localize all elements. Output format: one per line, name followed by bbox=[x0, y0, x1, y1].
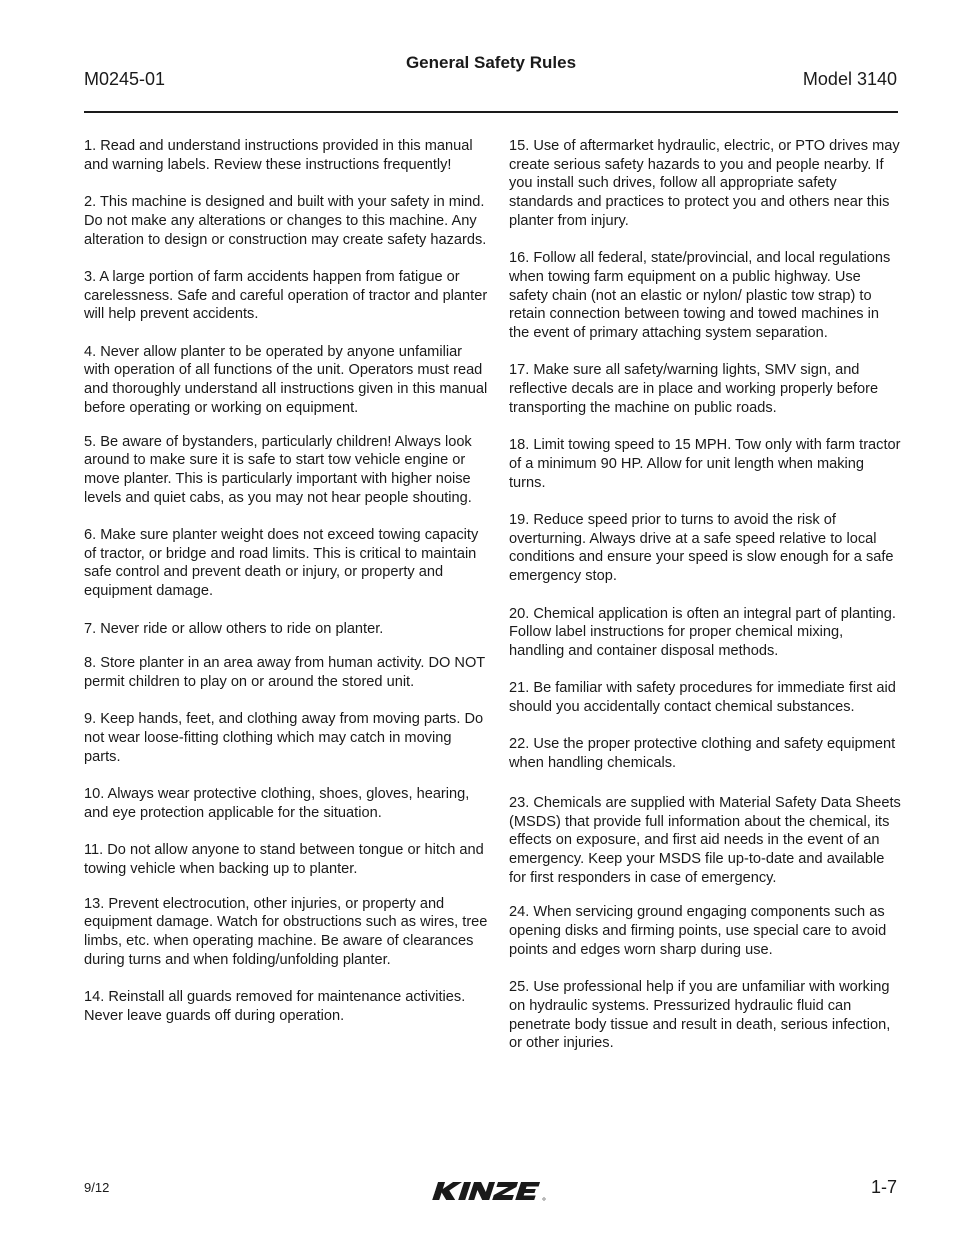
rule-item: 16. Follow all federal, state/provincial, and local regulations when towing farm equipment on a public highway. Use safety chain (not an elastic or nylon/ plastic tow strap) to retain connection between towing and towed machines in the event of primary attaching system separation. bbox=[509, 250, 891, 342]
rule-item: 2. This machine is designed and built with your safety in mind. Do not make any alterations or changes to this machine. Any alteration to design or construction may create safety hazards. bbox=[84, 194, 487, 248]
rule-item: 6. Make sure planter weight does not exceed towing capacity of tractor, or bridge and road limits. This is critical to maintain safe control and prevent death or injury, or property and equipment damage. bbox=[84, 527, 479, 600]
rule-item: 21. Be familiar with safety procedures for immediate first aid should you accidentally contact chemical substances. bbox=[509, 680, 896, 715]
model-label: Model 3140 bbox=[802, 69, 897, 89]
rule-item: 15. Use of aftermarket hydraulic, electric, or PTO drives may create serious safety hazards to you and people nearby. If you install such drives, follow all appropriate safety standards and practices to protect you and others near this planter from injury. bbox=[509, 138, 900, 229]
kinze-logo bbox=[430, 1176, 550, 1206]
rule-item: 5. Be aware of bystanders, particularly children! Always look around to make sure it is safe to start tow vehicle engine or move planter. This is particularly important with higher noise levels and quiet cabs, as you may not hear people shouting. bbox=[84, 433, 472, 506]
rule-item: 19. Reduce speed prior to turns to avoid the risk of overturning. Always drive at a safe speed relative to local conditions and ensure your speed is slow enough for a safe emergency stop. bbox=[509, 512, 894, 585]
rule-item: 25. Use professional help if you are unfamiliar with working on hydraulic systems. Pressurized hydraulic fluid can penetrate body tissue and result in death, serious infection, or other injuries. bbox=[509, 979, 891, 1052]
rule-item: 8. Store planter in an area away from human activity. DO NOT permit children to play on or around the stored unit. bbox=[84, 655, 485, 690]
header-divider bbox=[84, 111, 898, 113]
rule-item: 24. When servicing ground engaging components such as opening disks and firming points, use special care to avoid points and edges worn sharp during use. bbox=[509, 904, 887, 958]
rule-item: 1. Read and understand instructions provided in this manual and warning labels. Review these instructions frequently! bbox=[84, 138, 473, 173]
rule-item: 9. Keep hands, feet, and clothing away from moving parts. Do not wear loose-fitting clothing which may catch in moving parts. bbox=[84, 711, 484, 765]
page-title: General Safety Rules bbox=[405, 53, 577, 72]
document-number: M0245-01 bbox=[84, 69, 166, 89]
rule-item: 11. Do not allow anyone to stand between tongue or hitch and towing vehicle when backing up to planter. bbox=[84, 842, 484, 877]
rule-item: 14. Reinstall all guards removed for maintenance activities. Never leave guards off during operation. bbox=[84, 989, 466, 1024]
page-number: 1-7 bbox=[870, 1177, 897, 1197]
rule-item: 3. A large portion of farm accidents happen from fatigue or carelessness. Safe and careful operation of tractor and planter will help prevent accidents. bbox=[84, 268, 488, 323]
rule-item: 13. Prevent electrocution, other injuries, or property and equipment damage. Watch for obstructions such as wires, tree limbs, etc. when operating machine. Be aware of clearances during turns and when folding/unfolding planter. bbox=[84, 895, 488, 968]
rule-item: 17. Make sure all safety/warning lights, SMV sign, and reflective decals are in place and working properly before transporting the machine on public roads. bbox=[509, 362, 879, 416]
rule-item: 18. Limit towing speed to 15 MPH. Tow only with farm tractor of a minimum 90 HP. Allow for unit length when making turns. bbox=[509, 437, 901, 491]
rule-item: 23. Chemicals are supplied with Material Safety Data Sheets (MSDS) that provide full information about the chemical, its effects on exposure, and first aid needs in the event of an emergency. Keep your MSDS file up-to-date and available for first responders in case of emergency. bbox=[509, 794, 901, 886]
rule-item: 7. Never ride or allow others to ride on planter. bbox=[84, 620, 384, 637]
rule-item: 10. Always wear protective clothing, shoes, gloves, hearing, and eye protection applicable for the situation. bbox=[84, 786, 470, 821]
rule-item: 22. Use the proper protective clothing and safety equipment when handling chemicals. bbox=[509, 736, 896, 772]
footer-date: 9/12 bbox=[84, 1180, 110, 1195]
rules-column-left bbox=[84, 137, 488, 1026]
rule-item: 4. Never allow planter to be operated by anyone unfamiliar with operation of all functions of the unit. Operators must read and thoroughly understand all instructions given in this manual before operating or working on equipment. bbox=[84, 343, 488, 416]
rules-column-right bbox=[509, 137, 901, 1053]
rule-item: 20. Chemical application is often an integral part of planting. Follow label instructions for proper chemical mixing, handling and container disposal methods. bbox=[509, 605, 896, 659]
